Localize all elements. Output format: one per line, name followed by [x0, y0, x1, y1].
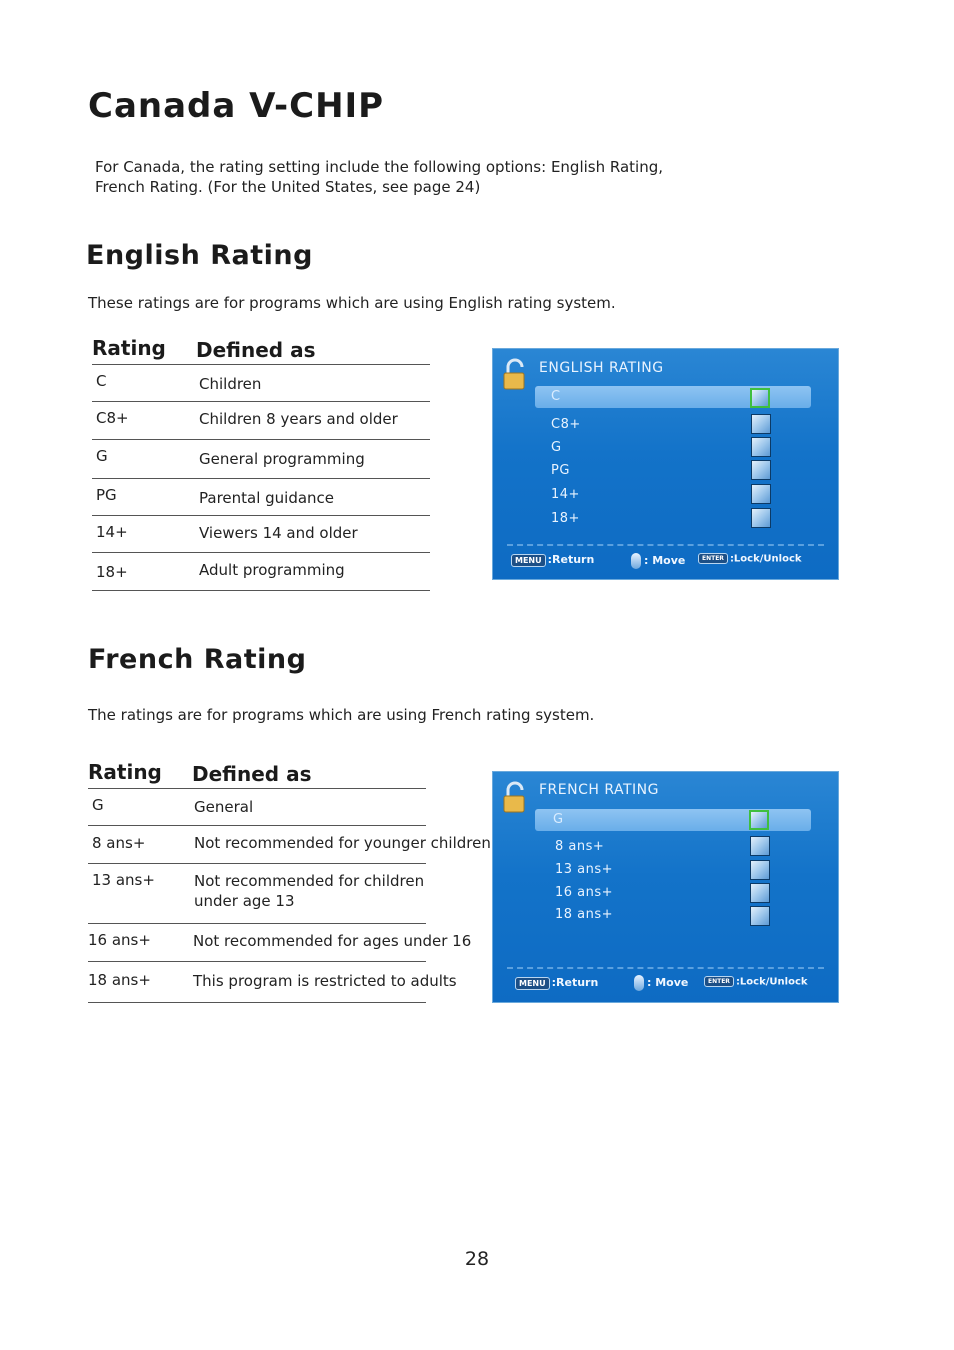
lock-toggle-icon[interactable] — [751, 460, 771, 480]
rating-definition — [194, 871, 424, 911]
rating-definition: Adult programming — [199, 561, 345, 579]
table-row — [92, 478, 430, 515]
footer-return — [511, 553, 594, 567]
selection-highlight — [535, 809, 811, 831]
osd-rating-item[interactable]: G — [551, 440, 562, 455]
definition-line-2: under age 13 — [194, 892, 295, 910]
footer-move — [631, 553, 685, 569]
table-row — [88, 788, 426, 825]
rating-definition: This program is restricted to adults — [193, 972, 457, 990]
rating-definition: General programming — [199, 450, 365, 468]
english-lead: These ratings are for programs which are using English rating system. — [88, 294, 616, 312]
french-rating-table — [88, 760, 491, 1003]
footer-divider — [507, 967, 824, 969]
definition-line-1: Not recommended for children — [194, 872, 425, 890]
lock-toggle-icon[interactable] — [750, 883, 770, 903]
rating-code: G — [96, 447, 108, 465]
table-row — [88, 923, 472, 961]
english-heading: English Rating — [86, 240, 313, 271]
footer-return — [515, 976, 598, 990]
padlock-icon — [499, 357, 533, 391]
padlock-icon — [499, 780, 533, 814]
rating-code: C — [96, 372, 107, 390]
rating-code: 18 ans+ — [88, 971, 151, 989]
enter-key-icon: ENTER — [698, 553, 728, 564]
footer-move — [634, 975, 688, 991]
move-label: : Move — [647, 976, 689, 989]
rating-definition: Viewers 14 and older — [199, 524, 358, 542]
rating-definition: Not recommended for ages under 16 — [193, 932, 472, 950]
page-number: 28 — [464, 1248, 490, 1270]
osd-rating-item[interactable]: 14+ — [551, 487, 580, 502]
lock-toggle-icon[interactable] — [750, 388, 770, 408]
french-heading: French Rating — [88, 644, 307, 675]
intro-line-1: For Canada, the rating setting include the following options: English Rating, — [95, 158, 664, 176]
intro-paragraph — [95, 157, 735, 197]
lock-toggle-icon[interactable] — [750, 860, 770, 880]
osd-rating-item[interactable]: 18+ — [551, 511, 580, 526]
osd-rating-item[interactable]: 16 ans+ — [555, 885, 614, 900]
english-rating-table — [92, 336, 430, 591]
footer-lock — [698, 553, 802, 565]
rating-definition: Not recommended for younger children — [194, 834, 491, 852]
rating-definition: General — [194, 798, 254, 816]
french-lead: The ratings are for programs which are using French rating system. — [88, 706, 595, 724]
osd-title: ENGLISH RATING — [539, 360, 664, 376]
rating-definition: Children — [199, 375, 262, 393]
rating-code: 14+ — [96, 523, 128, 541]
col-defined-header: Defined as — [196, 338, 316, 362]
lock-toggle-icon[interactable] — [751, 484, 771, 504]
table-row — [88, 863, 426, 923]
osd-rating-item[interactable]: 8 ans+ — [555, 839, 605, 854]
footer-lock — [704, 976, 808, 988]
return-label: :Return — [551, 976, 599, 989]
osd-rating-item[interactable]: PG — [551, 463, 570, 478]
lock-toggle-icon[interactable] — [751, 414, 771, 434]
table-row — [88, 961, 457, 1003]
lock-toggle-icon[interactable] — [749, 810, 769, 830]
col-rating-header: Rating — [88, 760, 162, 784]
col-defined-header: Defined as — [192, 762, 312, 786]
table-row — [92, 364, 430, 401]
rating-definition: Parental guidance — [199, 489, 335, 507]
col-rating-header: Rating — [92, 336, 166, 360]
lock-toggle-icon[interactable] — [751, 437, 771, 457]
table-row — [92, 552, 430, 591]
osd-rating-item[interactable]: 18 ans+ — [555, 907, 614, 922]
rating-definition: Children 8 years and older — [199, 410, 398, 428]
osd-title: FRENCH RATING — [539, 782, 660, 798]
osd-rating-item[interactable]: 13 ans+ — [555, 862, 614, 877]
footer-divider — [507, 544, 824, 546]
page-title: Canada V-CHIP — [88, 86, 385, 126]
return-label: :Return — [547, 553, 595, 566]
table-header — [88, 760, 426, 788]
up-down-arrows-icon — [634, 975, 644, 991]
enter-key-icon: ENTER — [704, 976, 734, 987]
rating-code: G — [92, 796, 104, 814]
lock-label: :Lock/Unlock — [729, 553, 802, 565]
rating-code: 8 ans+ — [92, 834, 146, 852]
table-row — [92, 439, 430, 478]
table-row — [88, 825, 491, 863]
rating-code: C8+ — [96, 409, 129, 427]
table-row — [92, 401, 430, 439]
rating-code: 18+ — [96, 563, 128, 581]
lock-toggle-icon[interactable] — [751, 508, 771, 528]
up-down-arrows-icon — [631, 553, 641, 569]
rating-code: 13 ans+ — [92, 871, 155, 889]
lock-label: :Lock/Unlock — [735, 976, 808, 988]
english-rating-osd — [492, 348, 839, 580]
move-label: : Move — [644, 554, 686, 567]
table-row — [92, 515, 430, 552]
french-rating-osd — [492, 771, 839, 1003]
menu-key-icon: MENU — [515, 977, 550, 990]
rating-code: PG — [96, 486, 117, 504]
rating-code: 16 ans+ — [88, 931, 151, 949]
osd-rating-item[interactable]: G — [553, 812, 564, 827]
table-header — [92, 336, 430, 364]
intro-line-2: French Rating. (For the United States, see page 24) — [95, 178, 481, 196]
lock-toggle-icon[interactable] — [750, 836, 770, 856]
lock-toggle-icon[interactable] — [750, 906, 770, 926]
osd-rating-item[interactable]: C — [551, 389, 561, 404]
osd-rating-item[interactable]: C8+ — [551, 417, 581, 432]
menu-key-icon: MENU — [511, 554, 546, 567]
